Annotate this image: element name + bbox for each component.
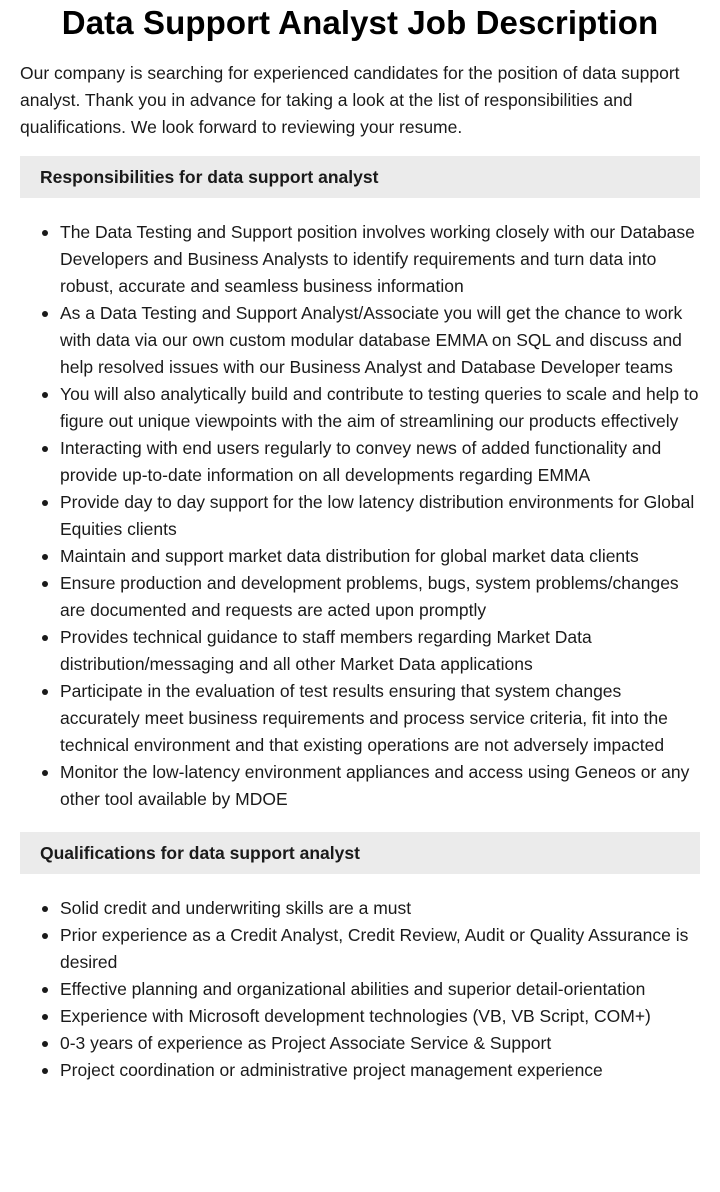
- responsibility-item: Provide day to day support for the low latency distribution environments for Global Equities clients: [60, 489, 700, 543]
- responsibility-item: You will also analytically build and contribute to testing queries to scale and help to figure out unique viewpoints with the aim of streamlining our products effectively: [60, 381, 700, 435]
- responsibilities-list: [20, 219, 700, 813]
- responsibility-item: Maintain and support market data distribution for global market data clients: [60, 543, 700, 570]
- responsibility-item: Provides technical guidance to staff members regarding Market Data distribution/messaging and all other Market Data applications: [60, 624, 700, 678]
- qualification-item: 0-3 years of experience as Project Associate Service & Support: [60, 1030, 700, 1057]
- qualifications-list: [20, 895, 700, 1084]
- qualification-item: Experience with Microsoft development technologies (VB, VB Script, COM+): [60, 1003, 700, 1030]
- intro-paragraph: Our company is searching for experienced candidates for the position of data support analyst. Thank you in advance for taking a look at the list of responsibilities and qualifications. We look forward to reviewing your resume.: [20, 63, 680, 137]
- qualification-item: Project coordination or administrative project management experience: [60, 1057, 700, 1084]
- responsibility-item: Interacting with end users regularly to convey news of added functionality and provide up-to-date information on all developments regarding EMMA: [60, 435, 700, 489]
- responsibility-item: Monitor the low-latency environment appliances and access using Geneos or any other tool available by MDOE: [60, 759, 700, 813]
- qualification-item: Prior experience as a Credit Analyst, Credit Review, Audit or Quality Assurance is desired: [60, 922, 700, 976]
- page-title: Data Support Analyst Job Description: [61, 4, 659, 41]
- responsibilities-heading: Responsibilities for data support analyst: [20, 156, 700, 198]
- qualifications-heading: Qualifications for data support analyst: [20, 832, 700, 874]
- qualification-item: Solid credit and underwriting skills are a must: [60, 895, 700, 922]
- responsibility-item: Ensure production and development problems, bugs, system problems/changes are documented and requests are acted upon promptly: [60, 570, 700, 624]
- responsibility-item: Participate in the evaluation of test results ensuring that system changes accurately meet business requirements and process service criteria, fit into the technical environment and that existing operations are not adversely impacted: [60, 678, 700, 759]
- qualification-item: Effective planning and organizational abilities and superior detail-orientation: [60, 976, 700, 1003]
- responsibility-item: As a Data Testing and Support Analyst/Associate you will get the chance to work with data via our own custom modular database EMMA on SQL and discuss and help resolved issues with our Business Analyst and Database Developer teams: [60, 300, 700, 381]
- responsibility-item: The Data Testing and Support position involves working closely with our Database Developers and Business Analysts to identify requirements and turn data into robust, accurate and seamless business information: [60, 219, 700, 300]
